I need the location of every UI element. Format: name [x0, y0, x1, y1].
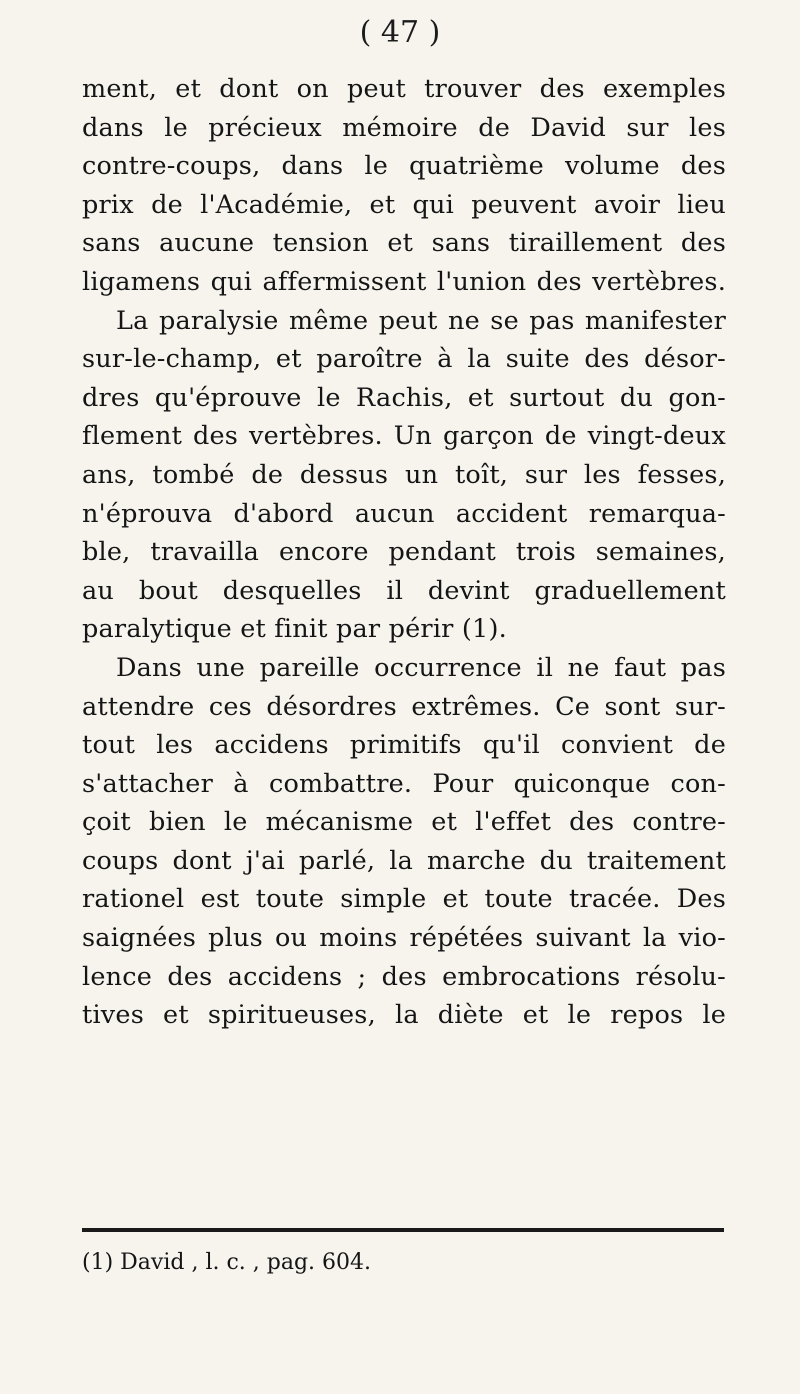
text-line: contre-coups, dans le quatrième volume des — [82, 151, 726, 182]
text-line: flement des vertèbres. Un garçon de vingt-deux — [82, 421, 726, 452]
text-line: ans, tombé de dessus un toît, sur les fesses, — [82, 459, 726, 490]
text-line: au bout desquelles il devint graduellement — [82, 575, 726, 606]
text-line: sans aucune tension et sans tiraillement des — [82, 228, 726, 259]
text-line: dres qu'éprouve le Rachis, et surtout du gon- — [82, 382, 726, 413]
text-line: dans le précieux mémoire de David sur les — [82, 112, 726, 143]
text-line: tives et spiritueuses, la diète et le repos le — [82, 1000, 726, 1031]
text-line: n'éprouva d'abord aucun accident remarqua- — [82, 498, 726, 529]
text-line: çoit bien le mécanisme et l'effet des contre- — [82, 807, 726, 838]
text-line: lence des accidens ; des embrocations résolu- — [82, 961, 726, 992]
text-line: coups dont j'ai parlé, la marche du traitement — [82, 845, 726, 876]
text-line: attendre ces désordres extrêmes. Ce sont sur- — [82, 691, 726, 722]
text-line: ligamens qui affermissent l'union des vertèbres. — [82, 266, 726, 297]
text-line: ment, et dont on peut trouver des exemples — [82, 74, 726, 104]
page-number: ( 47 ) — [359, 15, 441, 50]
body-text — [82, 70, 726, 1035]
text-line: rationel est toute simple et toute tracée. Des — [82, 884, 726, 915]
footnote: (1) David , l. c. , pag. 604. — [82, 1250, 372, 1275]
footnote-divider — [82, 1228, 724, 1232]
text-line: paralytique et finit par périr (1). — [82, 614, 507, 645]
text-line: ble, travailla encore pendant trois semaines, — [82, 537, 726, 568]
text-line: saignées plus ou moins répétées suivant la vio- — [82, 923, 726, 954]
text-line: Dans une pareille occurrence il ne faut pas — [116, 652, 726, 683]
text-line: La paralysie même peut ne se pas manifester — [116, 305, 726, 336]
text-line: tout les accidens primitifs qu'il convient de — [82, 730, 726, 761]
text-line: s'attacher à combattre. Pour quiconque con- — [82, 768, 726, 799]
text-line: prix de l'Académie, et qui peuvent avoir lieu — [82, 189, 726, 220]
text-line: sur-le-champ, et paroître à la suite des désor- — [82, 344, 726, 375]
